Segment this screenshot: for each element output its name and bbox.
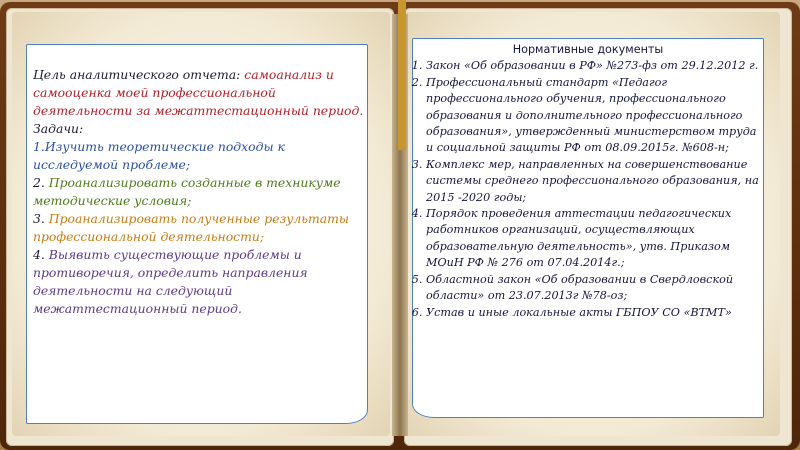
- document-item: 3. Комплекс мер, направленных на совершенствование системы среднего профессионального образования, на 2015 -2020 годы;: [426, 157, 762, 206]
- task-item-3: [33, 210, 367, 246]
- task-text: Проанализировать полученные результаты профессиональной деятельности;: [33, 211, 350, 244]
- document-item: 4. Порядок проведения аттестации педагогических работников организаций, осуществляющих образовательную деятельность», утв. Приказом МОиН РФ № 276 от 07.04.2014г.;: [426, 206, 762, 272]
- task-text: Изучить теоретические подходы к исследуемой проблеме;: [33, 139, 285, 172]
- report-goals-text: [33, 66, 367, 318]
- bookmark-ribbon: [398, 0, 406, 150]
- documents-title: Нормативные документы: [512, 43, 664, 56]
- task-number: 2.: [33, 175, 45, 190]
- task-number: 4.: [33, 247, 45, 262]
- tasks-label: Задачи:: [33, 121, 84, 136]
- documents-list: [414, 58, 762, 321]
- task-item-1: [33, 138, 367, 174]
- document-item: 2. Профессиональный стандарт «Педагог профессионального обучения, профессионального образования и дополнительного профессионального образования», утвержденный министерством труда и социальной защиты РФ от 08.09.2015г. №608-н;: [426, 75, 762, 157]
- document-item: 6. Устав и иные локальные акты ГБПОУ СО «ВТМТ»: [426, 305, 762, 321]
- goal-text: самоанализ и самооценка моей профессиональной деятельности за межаттестационный период.: [33, 67, 364, 118]
- task-number: 3.: [33, 211, 45, 226]
- task-text: Выявить существующие проблемы и противоречия, определить направления деятельности на следующий межаттестационный период.: [33, 247, 308, 316]
- task-item-2: [33, 174, 367, 210]
- goal-label: Цель аналитического отчета:: [33, 67, 241, 82]
- normative-documents: [414, 42, 762, 321]
- document-item: 5. Областной закон «Об образовании в Свердловской области» от 23.07.2013г №78-оз;: [426, 272, 762, 305]
- document-item: 1. Закон «Об образовании в РФ» №273-фз от 29.12.2012 г.: [426, 58, 762, 74]
- task-text: Проанализировать созданные в техникуме методические условия;: [33, 175, 341, 208]
- task-item-4: [33, 246, 367, 318]
- task-number: 1.: [33, 139, 45, 154]
